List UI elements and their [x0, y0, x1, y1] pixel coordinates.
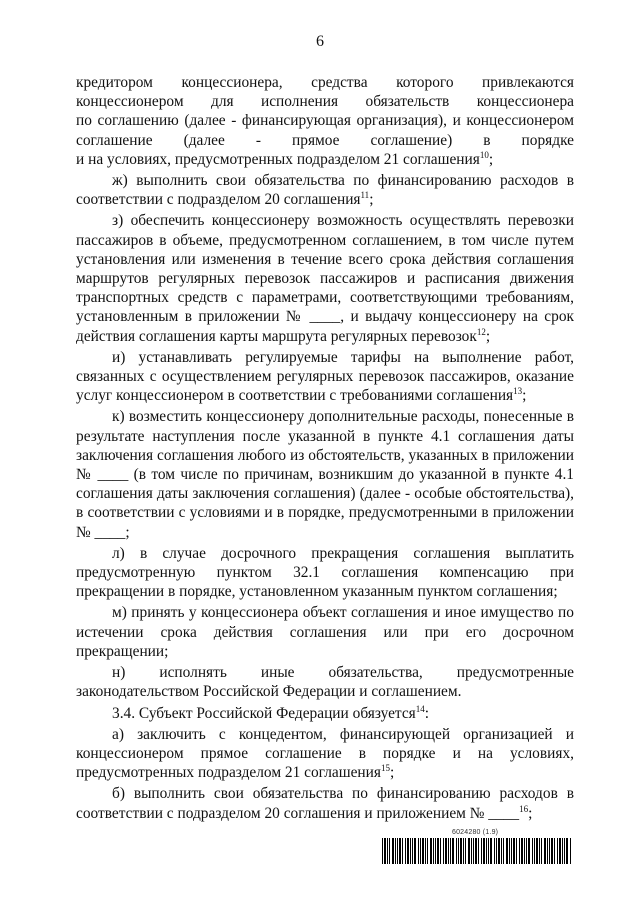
text-line: кредитором концессионера, средства которого привлекаются: [76, 74, 574, 91]
text-line: соглашение (далее - прямое соглашение) в порядке: [76, 131, 574, 149]
section-heading-3-4: 3.4. Субъект Российской Федерации обязуется$^{14}$:: [112, 703, 430, 722]
document-code: 6024280 (1.9): [452, 829, 499, 836]
text-line-last: и на условиях, предусмотренных подразделом 21 соглашения$^{10}$;: [76, 149, 494, 168]
text-line: по соглашению (далее - финансирующая организация), и концессионером: [76, 112, 574, 130]
page-number: 6: [316, 33, 324, 50]
paragraph-k: к) возместить концессионеру дополнительные расходы, понесенные в результате наступления после указанной в пункте 4.1 соглашения даты заключения соглашения любого из обстоятельств, указанных в приложении № ____ (в том числе по причинам, возникшим до указанной в пункте 4.1 соглашения даты заключения соглашения) (далее - особые обстоятельства), в соответствии с условиями и в порядке, предусмотренными в приложении № ____;: [76, 408, 574, 541]
text-line: концессионером для исполнения обязательств концессионера: [76, 93, 574, 111]
footnote-ref: 13: [513, 386, 523, 397]
footnote-ref: 10: [479, 149, 489, 160]
footnote-ref: 11: [360, 190, 370, 201]
footnote-ref: 12: [476, 326, 486, 337]
paragraph-a: а) заключить с концедентом, финансирующей организацией и концессионером прямое соглашение в порядке и на условиях, предусмотренных подразделом 21 соглашения$^{15}$;: [76, 725, 574, 782]
footnote-ref: 14: [415, 703, 425, 714]
paragraph-continuation: [76, 73, 574, 169]
footnote-ref: 16: [519, 803, 529, 814]
paragraph-zh: ж) выполнить свои обязательства по финансированию расходов в соответствии с подразделом 20 соглашения$^{11}$;: [76, 172, 574, 209]
paragraph-m: м) принять у концессионера объект соглашения и иное имущество по истечении срока действия соглашения или при его досрочном прекращении;: [76, 604, 574, 660]
paragraph-l: л) в случае досрочного прекращения соглашения выплатить предусмотренную пунктом 32.1 соглашения компенсацию при прекращении в порядке, установленном указанным пунктом соглашения;: [76, 544, 574, 601]
document-body: [76, 73, 574, 825]
paragraph-b: б) выполнить свои обязательства по финансированию расходов в соответствии с подразделом 20 соглашения и приложением № ____$^{16}$;: [76, 785, 574, 822]
paragraph-z: з) обеспечить концессионеру возможность осуществлять перевозки пассажиров в объеме, предусмотренном соглашением, в том числе путем установления или изменения в течение всего срока действия соглашения маршрутов регулярных перевозок пассажиров и расписания движения транспортных средств с параметрами, соответствующими требованиям, установленным в приложении № ____, и выдачу концессионеру на срок действия соглашения карты маршрута регулярных перевозок$^{12}$;: [76, 212, 574, 345]
barcode-icon: [382, 838, 572, 864]
paragraph-i: и) устанавливать регулируемые тарифы на выполнение работ, связанных с осуществлением регулярных перевозок пассажиров, оказание услуг концессионером в соответствии с требованиями соглашения$^{13}$;: [76, 348, 574, 405]
paragraph-n: н) исполнять иные обязательства, предусмотренные законодательством Российской Федерации и соглашением.: [76, 664, 574, 701]
footnote-ref: 15: [380, 762, 390, 773]
